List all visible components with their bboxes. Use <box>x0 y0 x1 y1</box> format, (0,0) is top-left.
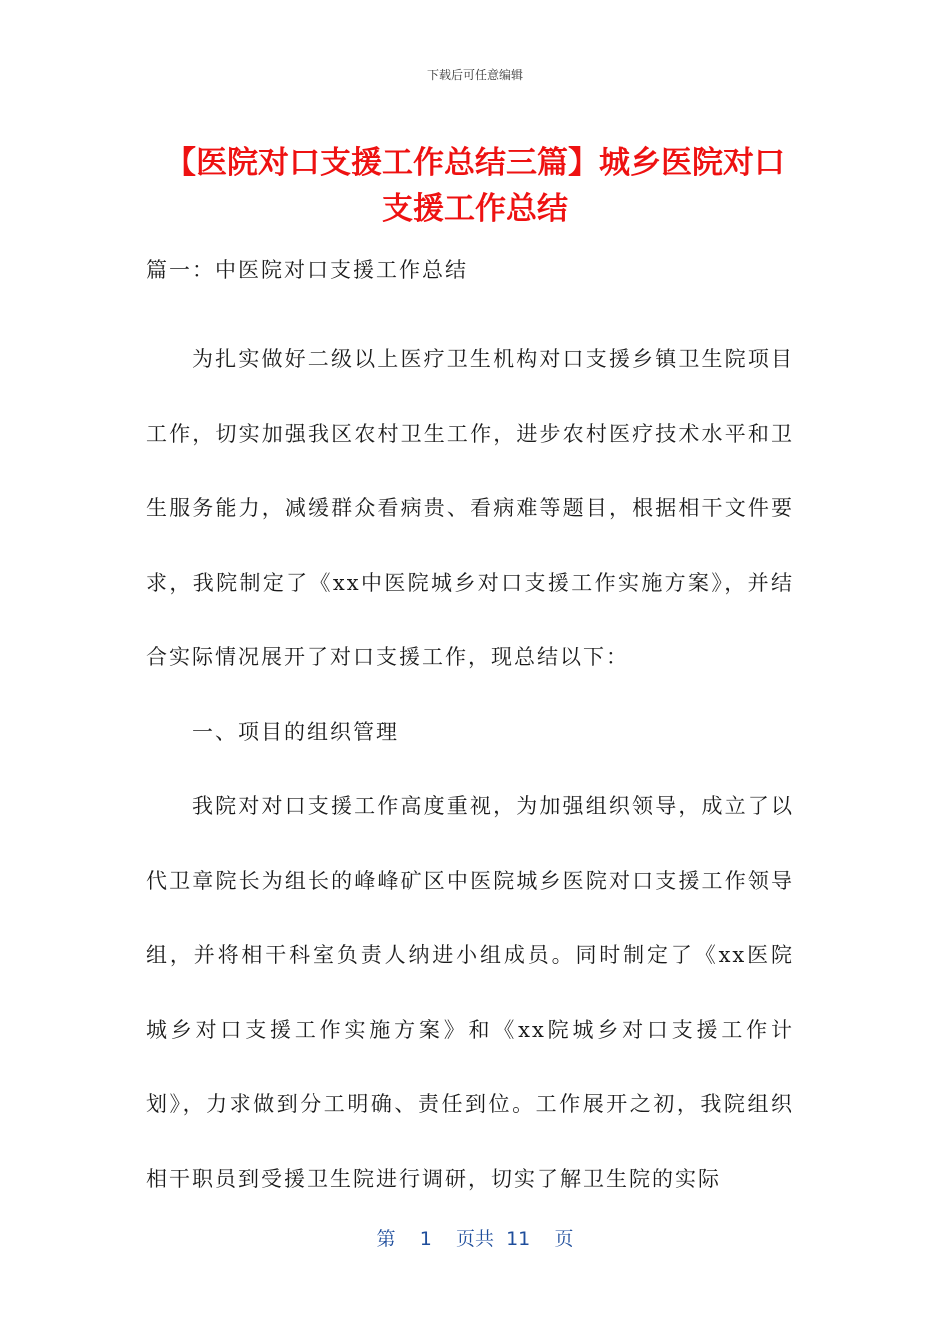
page-footer <box>0 1224 950 1251</box>
total-pages-number: 11 <box>506 1228 531 1250</box>
current-page-number: 1 <box>419 1228 432 1250</box>
page-label-suffix: 页 <box>554 1228 574 1250</box>
section-heading: 篇一：中医院对口支援工作总结 <box>146 258 468 282</box>
document-body <box>146 322 794 1216</box>
body-paragraph: 我院对对口支援工作高度重视，为加强组织领导，成立了以代卫章院长为组长的峰峰矿区中医院城乡医院对口支援工作领导组，并将相干科室负责人纳进小组成员。同时制定了《xx医院城乡对口支援工作实施方案》和《xx院城乡对口支援工作计划》，力求做到分工明确、责任到位。工作展开之初，我院组织相干职员到受援卫生院进行调研，切实了解卫生院的实际 <box>146 794 794 1191</box>
header-note: 下载后可任意编辑 <box>426 68 523 82</box>
subsection-heading: 一、项目的组织管理 <box>192 719 399 744</box>
page-label-prefix: 第 <box>376 1228 396 1250</box>
document-title: 【医院对口支援工作总结三篇】城乡医院对口支援工作总结 <box>165 145 785 227</box>
body-paragraph: 为扎实做好二级以上医疗卫生机构对口支援乡镇卫生院项目工作，切实加强我区农村卫生工作，进步农村医疗技术水平和卫生服务能力，减缓群众看病贵、看病难等题目，根据相干文件要求，我院制定了《xx中医院城乡对口支援工作实施方案》，并结合实际情况展开了对口支援工作，现总结以下： <box>146 347 794 669</box>
page-label-middle: 页共 <box>455 1228 494 1250</box>
